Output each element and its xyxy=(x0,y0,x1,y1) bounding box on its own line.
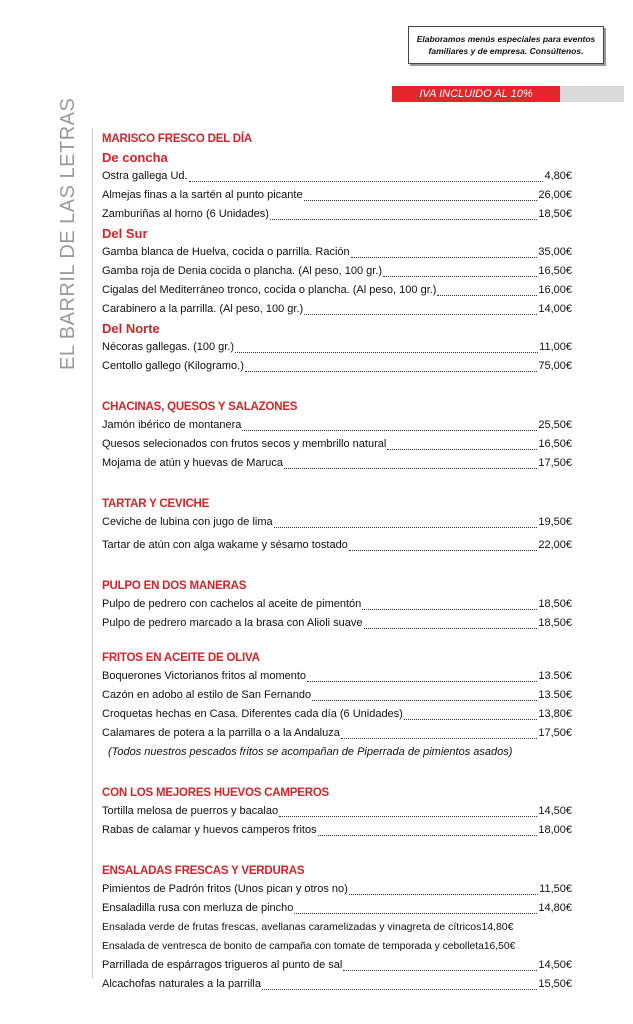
leader-dots xyxy=(294,912,537,914)
item-price: 17,50€ xyxy=(538,457,572,469)
menu-item xyxy=(102,686,572,705)
item-name: Cigalas del Mediterráneo tronco, cocida o plancha. (Al peso, 100 gr.) xyxy=(102,284,437,296)
item-name: Ensalada de ventresca de bonito de campaña con tomate de temporada y cebolleta xyxy=(102,941,484,952)
menu-item xyxy=(102,300,572,319)
menu-item xyxy=(102,705,572,724)
fritos-note: (Todos nuestros pescados fritos se acompañan de Piperrada de pimientos asados) xyxy=(108,746,513,758)
item-price: 13.50€ xyxy=(538,670,572,682)
item-name: Pulpo de pedrero marcado a la brasa con Alioli suave xyxy=(102,617,363,629)
item-name: Pulpo de pedrero con cachelos al aceite de pimentón xyxy=(102,598,362,610)
menu-item xyxy=(102,454,572,473)
item-price: 75,00€ xyxy=(538,360,572,372)
item-price: 16,50€ xyxy=(538,265,572,277)
section-title: ENSALADAS FRESCAS Y VERDURAS xyxy=(102,865,305,877)
item-name: Croquetas hechas en Casa. Diferentes cada día (6 Unidades) xyxy=(102,708,403,720)
notice-line-1: Elaboramos menús especiales para eventos xyxy=(416,34,596,44)
item-name: Centollo gallego (Kilogramo.) xyxy=(102,360,244,372)
leader-dots xyxy=(304,199,538,201)
item-price: 16,50€ xyxy=(538,438,572,450)
item-price: 16,50€ xyxy=(483,941,516,952)
section-huevos xyxy=(102,784,572,840)
leader-dots xyxy=(245,370,537,372)
leader-dots xyxy=(189,180,544,182)
section-title: FRITOS EN ACEITE DE OLIVA xyxy=(102,652,260,664)
item-price: 13.50€ xyxy=(538,689,572,701)
item-name: Parrillada de espárragos trigueros al punto de sal xyxy=(102,959,343,971)
leader-dots xyxy=(364,627,538,629)
iva-included-label: IVA INCLUIDO AL 10% xyxy=(392,86,560,102)
menu-item xyxy=(102,595,572,614)
leader-dots xyxy=(242,429,537,431)
item-price: 4,80€ xyxy=(544,170,572,182)
item-name: Zamburiñas al horno (6 Unidades) xyxy=(102,208,269,220)
menu-item xyxy=(102,205,572,224)
section-title: TARTAR Y CEVICHE xyxy=(102,498,210,510)
section-title: PULPO EN DOS MANERAS xyxy=(102,580,247,592)
subsection-title: Del Norte xyxy=(102,321,160,336)
leader-dots xyxy=(362,608,537,610)
item-name: Mojama de atún y huevas de Maruca xyxy=(102,457,283,469)
leader-dots xyxy=(343,969,537,971)
leader-dots xyxy=(270,218,537,220)
events-notice-box xyxy=(408,26,604,64)
item-price: 18,50€ xyxy=(538,208,572,220)
item-price: 14,80€ xyxy=(481,921,514,933)
leader-dots xyxy=(284,467,537,469)
item-name: Ostra gallega Ud. xyxy=(102,170,188,182)
leader-dots xyxy=(387,448,537,450)
menu-item xyxy=(102,262,572,281)
section-title: MARISCO FRESCO DEL DÍA xyxy=(102,133,253,145)
menu-list xyxy=(102,130,572,994)
notice-line-2: familiares y de empresa. Consúltenos. xyxy=(428,46,584,56)
leader-dots xyxy=(274,526,538,528)
item-name: Alcachofas naturales a la parrilla xyxy=(102,978,261,990)
item-name: Almejas finas a la sartén al punto picante xyxy=(102,189,303,201)
menu-item xyxy=(102,821,572,840)
menu-item xyxy=(102,975,572,994)
item-price: 35,00€ xyxy=(538,246,572,258)
leader-dots xyxy=(437,294,537,296)
item-price: 11,00€ xyxy=(539,341,572,353)
leader-dots xyxy=(307,680,537,682)
leader-dots xyxy=(318,834,538,836)
subsection-title: Del Sur xyxy=(102,226,148,241)
item-name: Tartar de atún con alga wakame y sésamo tostado xyxy=(102,539,348,551)
leader-dots xyxy=(349,893,538,895)
menu-item xyxy=(102,536,572,555)
item-name: Rabas de calamar y huevos camperos fritos xyxy=(102,824,317,836)
vertical-divider xyxy=(92,128,93,978)
leader-dots xyxy=(304,313,537,315)
menu-item xyxy=(102,937,572,956)
item-name: Carabinero a la parrilla. (Al peso, 100 gr.) xyxy=(102,303,304,315)
leader-dots xyxy=(349,549,538,551)
item-name: Pimientos de Padrón fritos (Unos pican y otros no) xyxy=(102,883,348,895)
item-price: 16,00€ xyxy=(538,284,572,296)
section-tartar xyxy=(102,495,572,555)
leader-dots xyxy=(235,351,538,353)
item-price: 26,00€ xyxy=(538,189,572,201)
item-price: 25,50€ xyxy=(538,419,572,431)
section-marisco xyxy=(102,130,572,376)
menu-item xyxy=(102,338,572,357)
section-chacinas xyxy=(102,398,572,473)
leader-dots xyxy=(383,275,537,277)
brand-vertical-title: EL BARRIL DE LAS LETRAS xyxy=(57,97,79,370)
menu-item xyxy=(102,724,572,743)
section-fritos xyxy=(102,649,572,762)
item-name: Ensaladilla rusa con merluza de pincho xyxy=(102,902,294,914)
menu-item xyxy=(102,243,572,262)
item-name: Nécoras gallegas. (100 gr.) xyxy=(102,341,235,353)
item-price: 14,50€ xyxy=(538,959,572,971)
item-price: 14,50€ xyxy=(538,805,572,817)
section-pulpo xyxy=(102,577,572,633)
item-name: Tortilla melosa de puerros y bacalao xyxy=(102,805,279,817)
section-ensaladas xyxy=(102,862,572,994)
menu-item xyxy=(102,167,572,186)
leader-dots xyxy=(312,699,537,701)
menu-item xyxy=(102,614,572,633)
item-price: 18,50€ xyxy=(538,617,572,629)
menu-item xyxy=(102,513,572,532)
leader-dots xyxy=(262,988,537,990)
item-price: 11,50€ xyxy=(539,883,572,895)
item-price: 18,50€ xyxy=(538,598,572,610)
menu-item xyxy=(102,416,572,435)
menu-item xyxy=(102,667,572,686)
menu-item xyxy=(102,918,572,937)
item-price: 13,80€ xyxy=(538,708,572,720)
section-title: CHACINAS, QUESOS Y SALAZONES xyxy=(102,401,298,413)
item-name: Ceviche de lubina con jugo de lima xyxy=(102,516,273,528)
item-name: Quesos selecionados con frutos secos y membrillo natural xyxy=(102,438,387,450)
menu-item xyxy=(102,956,572,975)
leader-dots xyxy=(351,256,538,258)
menu-item xyxy=(102,880,572,899)
item-price: 18,00€ xyxy=(538,824,572,836)
item-name: Cazón en adobo al estilo de San Fernando xyxy=(102,689,312,701)
menu-item xyxy=(102,899,572,918)
item-price: 15,50€ xyxy=(538,978,572,990)
item-price: 17,50€ xyxy=(538,727,572,739)
item-price: 14,80€ xyxy=(538,902,572,914)
menu-item xyxy=(102,281,572,300)
section-title: CON LOS MEJORES HUEVOS CAMPEROS xyxy=(102,787,330,799)
menu-item xyxy=(102,802,572,821)
item-name: Gamba blanca de Huelva, cocida o parrilla. Ración xyxy=(102,246,350,258)
subsection-title: De concha xyxy=(102,150,168,165)
leader-dots xyxy=(404,718,538,720)
item-price: 14,00€ xyxy=(538,303,572,315)
item-price: 19,50€ xyxy=(538,516,572,528)
item-name: Calamares de potera a la parrilla o a la Andaluza xyxy=(102,727,340,739)
item-name: Jamón ibérico de montanera xyxy=(102,419,242,431)
menu-item xyxy=(102,186,572,205)
item-name: Boquerones Victorianos fritos al momento xyxy=(102,670,307,682)
menu-item xyxy=(102,357,572,376)
item-name: Ensalada verde de frutas frescas, avellanas caramelizadas y vinagreta de cítricos xyxy=(102,921,482,933)
item-name: Gamba roja de Denia cocida o plancha. (Al peso, 100 gr.) xyxy=(102,265,383,277)
leader-dots xyxy=(341,737,537,739)
leader-dots xyxy=(279,815,537,817)
item-price: 22,00€ xyxy=(538,539,572,551)
menu-item xyxy=(102,435,572,454)
